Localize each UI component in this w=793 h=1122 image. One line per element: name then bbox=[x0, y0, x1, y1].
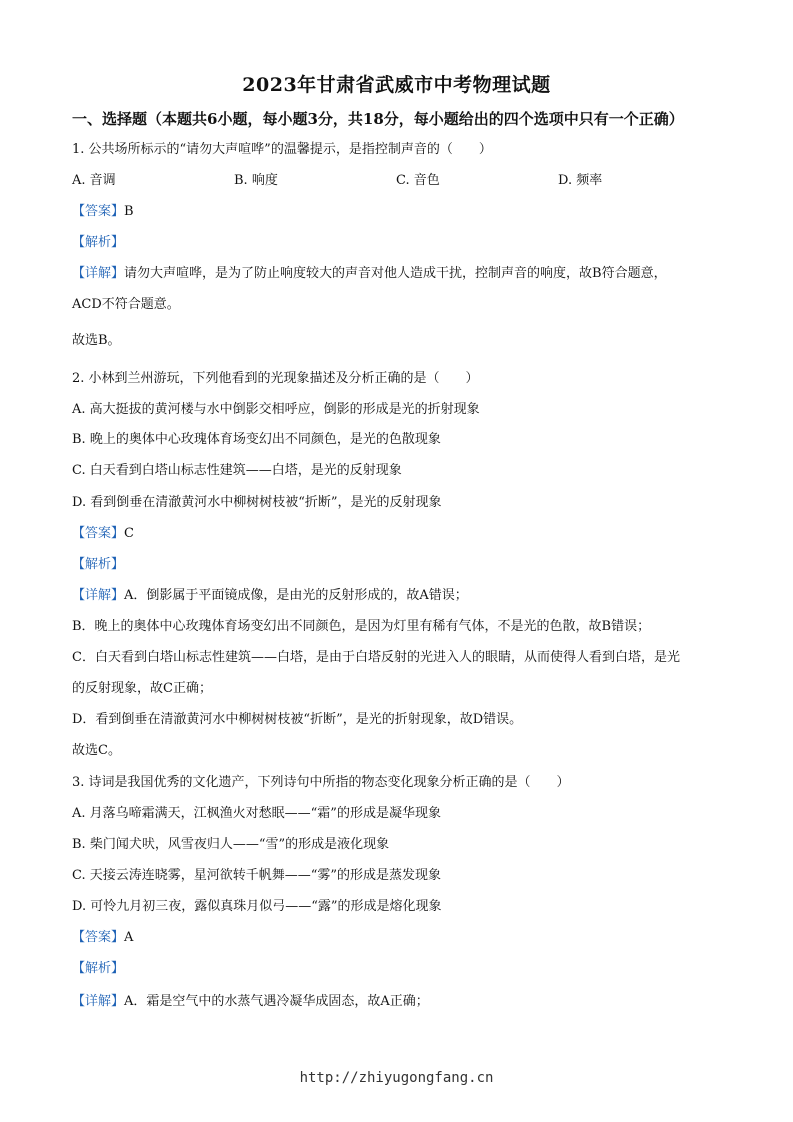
q1-detail-line-2: ACD不符合题意。 bbox=[72, 297, 180, 312]
q3-analysis-tag: 【解析】 bbox=[72, 961, 125, 976]
q1-option-c: C. 音色 bbox=[396, 173, 440, 188]
detail-text: 请勿大声喧哗，是为了防止响度较大的声音对他人造成干扰，控制声音的响度，故B符合题意， bbox=[124, 266, 667, 281]
detail-text: A．霜是空气中的水蒸气遇冷凝华成固态，故A正确； bbox=[124, 994, 429, 1009]
q2-answer bbox=[72, 525, 134, 543]
answer-tag: 【答案】 bbox=[72, 204, 125, 219]
q2-detail-c-1: C．白天看到白塔山标志性建筑——白塔，是由于白塔反射的光进入人的眼睛，从而使得人看到白塔，是光 bbox=[72, 650, 680, 665]
q2-detail-d: D．看到倒垂在清澈黄河水中柳树树枝被“折断”，是光的折射现象，故D错误。 bbox=[72, 712, 523, 727]
q2-option-b: B. 晚上的奥体中心玫瑰体育场变幻出不同颜色，是光的色散现象 bbox=[72, 432, 441, 447]
section-heading: 一、选择题（本题共6小题，每小题3分，共18分，每小题给出的四个选项中只有一个正确） bbox=[72, 110, 684, 128]
q2-option-d: D. 看到倒垂在清澈黄河水中柳树树枝被“折断”，是光的反射现象 bbox=[72, 495, 442, 510]
answer-value: C bbox=[124, 526, 134, 541]
answer-value: A bbox=[124, 930, 134, 945]
q2-analysis-tag: 【解析】 bbox=[72, 557, 125, 572]
q1-option-d: D. 频率 bbox=[558, 173, 603, 188]
q2-detail-a bbox=[72, 587, 468, 605]
detail-tag: 【详解】 bbox=[72, 994, 125, 1009]
q3-answer bbox=[72, 929, 133, 947]
footer-url: http://zhiyugongfang.cn bbox=[299, 1070, 494, 1086]
q1-detail-line-1 bbox=[72, 265, 667, 283]
q3-option-c: C. 天接云涛连晓雾，星河欲转千帆舞——“雾”的形成是蒸发现象 bbox=[72, 868, 442, 883]
detail-tag: 【详解】 bbox=[72, 266, 125, 281]
q3-option-d: D. 可怜九月初三夜，露似真珠月似弓——“露”的形成是熔化现象 bbox=[72, 899, 442, 914]
q1-option-a: A. 音调 bbox=[72, 173, 116, 188]
q2-option-a: A. 高大挺拔的黄河楼与水中倒影交相呼应，倒影的形成是光的折射现象 bbox=[72, 402, 480, 417]
q3-option-b: B. 柴门闻犬吠，风雪夜归人——“雪”的形成是液化现象 bbox=[72, 837, 390, 852]
answer-value: B bbox=[124, 204, 134, 219]
answer-tag: 【答案】 bbox=[72, 930, 125, 945]
q1-analysis-tag: 【解析】 bbox=[72, 235, 125, 250]
q1-conclusion: 故选B。 bbox=[72, 333, 121, 348]
q1-answer bbox=[72, 203, 134, 221]
q2-option-c: C. 白天看到白塔山标志性建筑——白塔，是光的反射现象 bbox=[72, 463, 402, 478]
detail-tag: 【详解】 bbox=[72, 588, 125, 603]
q2-stem: 2. 小林到兰州游玩，下列他看到的光现象描述及分析正确的是（ ） bbox=[72, 371, 479, 386]
page-title: 2023年甘肃省武威市中考物理试题 bbox=[242, 74, 551, 96]
q1-option-b: B. 响度 bbox=[234, 173, 278, 188]
q1-stem: 1. 公共场所标示的“请勿大声喧哗”的温馨提示，是指控制声音的（ ） bbox=[72, 142, 492, 157]
q2-conclusion: 故选C。 bbox=[72, 743, 121, 758]
detail-text: A．倒影属于平面镜成像，是由光的反射形成的，故A错误； bbox=[124, 588, 468, 603]
q3-option-a: A. 月落乌啼霜满天，江枫渔火对愁眠——“霜”的形成是凝华现象 bbox=[72, 806, 441, 821]
q2-detail-b: B．晚上的奥体中心玫瑰体育场变幻出不同颜色，是因为灯里有稀有气体，不是光的色散，故B错误； bbox=[72, 619, 651, 634]
answer-tag: 【答案】 bbox=[72, 526, 125, 541]
q3-detail-a bbox=[72, 993, 429, 1011]
q2-detail-c-2: 的反射现象，故C正确； bbox=[72, 681, 212, 696]
q3-stem: 3. 诗词是我国优秀的文化遗产，下列诗句中所指的物态变化现象分析正确的是（ ） bbox=[72, 775, 570, 790]
